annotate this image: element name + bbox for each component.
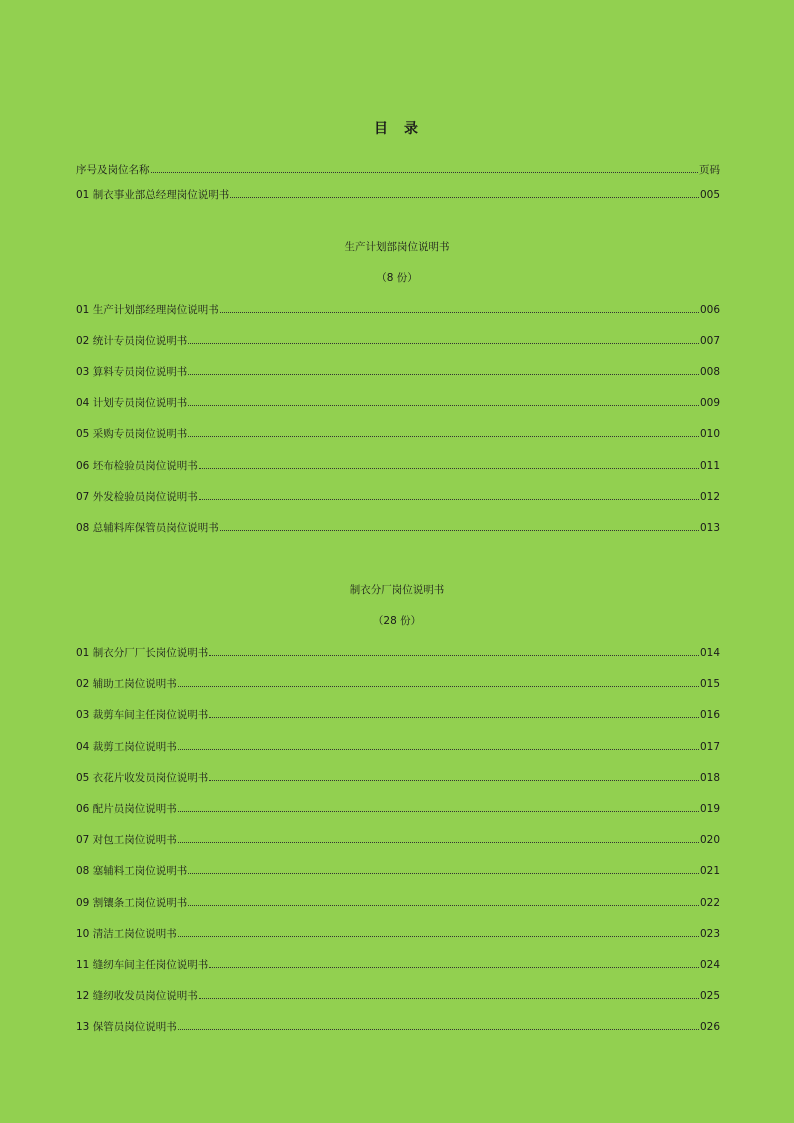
toc-entry-page: 024 <box>699 959 720 971</box>
dot-leader <box>188 427 699 437</box>
dot-leader <box>178 802 699 812</box>
toc-entry-label: 05 衣花片收发员岗位说明书 <box>76 772 209 784</box>
toc-entry-page: 008 <box>699 366 720 378</box>
dot-leader <box>199 490 699 500</box>
toc-entry[interactable] <box>76 708 720 722</box>
dot-leader <box>209 708 699 718</box>
dot-leader <box>188 365 699 375</box>
toc-entry[interactable] <box>76 958 720 972</box>
toc-entry-label: 03 裁剪车间主任岗位说明书 <box>76 709 209 721</box>
toc-entry[interactable] <box>76 771 720 785</box>
dot-leader <box>230 188 699 198</box>
dot-leader <box>188 896 699 906</box>
dot-leader <box>199 989 699 999</box>
toc-entry-page: 010 <box>699 428 720 440</box>
toc-entry-page: 023 <box>699 928 720 940</box>
toc-entry-label: 04 计划专员岗位说明书 <box>76 397 188 409</box>
toc-entry-page: 007 <box>699 335 720 347</box>
toc-entry-page: 020 <box>699 834 720 846</box>
toc-entry-label: 02 统计专员岗位说明书 <box>76 335 188 347</box>
toc-entry-page: 013 <box>699 522 720 534</box>
toc-entry-label: 05 采购专员岗位说明书 <box>76 428 188 440</box>
toc-entry[interactable] <box>76 365 720 379</box>
toc-entry-label: 04 裁剪工岗位说明书 <box>76 741 177 753</box>
toc-entry-label: 12 缝纫收发员岗位说明书 <box>76 990 198 1002</box>
dot-leader <box>209 771 699 781</box>
toc-entry[interactable] <box>76 334 720 348</box>
page-title <box>0 118 794 138</box>
toc-entry-label: 02 辅助工岗位说明书 <box>76 678 177 690</box>
title-char-1: 目 <box>374 121 390 137</box>
toc-entry[interactable] <box>76 740 720 754</box>
toc-entry[interactable] <box>76 677 720 691</box>
dot-leader <box>220 303 699 313</box>
toc-entry-label: 07 外发检验员岗位说明书 <box>76 491 198 503</box>
toc-entry-page: 019 <box>699 803 720 815</box>
toc-entry[interactable] <box>76 521 720 535</box>
toc-entry[interactable] <box>76 896 720 910</box>
toc-entry[interactable] <box>76 459 720 473</box>
toc-entry-label: 07 对包工岗位说明书 <box>76 834 177 846</box>
toc-entry-label: 09 割镶条工岗位说明书 <box>76 897 188 909</box>
toc-entry-page: 005 <box>699 189 720 201</box>
section-count: （8 份） <box>376 272 418 284</box>
section-title: 生产计划部岗位说明书 <box>344 241 450 253</box>
toc-entry-label: 01 制衣事业部总经理岗位说明书 <box>76 189 230 201</box>
dot-leader <box>151 163 699 173</box>
toc-header-page: 页码 <box>699 164 720 176</box>
toc-entry-label: 03 算料专员岗位说明书 <box>76 366 188 378</box>
title-char-2: 录 <box>404 121 420 137</box>
toc-entry-page: 016 <box>699 709 720 721</box>
toc-entry[interactable] <box>76 303 720 317</box>
section-title: 制衣分厂岗位说明书 <box>349 584 445 596</box>
toc-entry[interactable] <box>76 646 720 660</box>
toc-entry-page: 017 <box>699 741 720 753</box>
toc-header-row <box>76 163 720 177</box>
toc-entry-page: 022 <box>699 897 720 909</box>
toc-entry[interactable] <box>76 1020 720 1034</box>
dot-leader <box>188 334 699 344</box>
dot-leader <box>209 958 699 968</box>
toc-entry-label: 06 坯布检验员岗位说明书 <box>76 460 198 472</box>
toc-entry[interactable] <box>76 188 720 202</box>
toc-entry[interactable] <box>76 427 720 441</box>
toc-entry-page: 015 <box>699 678 720 690</box>
toc-entry-label: 13 保管员岗位说明书 <box>76 1021 177 1033</box>
toc-entry-page: 012 <box>699 491 720 503</box>
dot-leader <box>188 864 699 874</box>
dot-leader <box>178 833 699 843</box>
toc-entry-label: 01 制衣分厂厂长岗位说明书 <box>76 647 209 659</box>
toc-entry-page: 006 <box>699 304 720 316</box>
toc-entry[interactable] <box>76 864 720 878</box>
toc-entry-page: 021 <box>699 865 720 877</box>
dot-leader <box>178 740 699 750</box>
section-count: （28 份） <box>372 615 422 627</box>
dot-leader <box>178 677 699 687</box>
toc-entry[interactable] <box>76 833 720 847</box>
toc-entry-label: 08 塞辅料工岗位说明书 <box>76 865 188 877</box>
dot-leader <box>220 521 699 531</box>
toc-entry-label: 01 生产计划部经理岗位说明书 <box>76 304 219 316</box>
toc-entry-label: 11 缝纫车间主任岗位说明书 <box>76 959 209 971</box>
toc-header-label: 序号及岗位名称 <box>76 164 150 176</box>
toc-entry[interactable] <box>76 802 720 816</box>
toc-entry-page: 018 <box>699 772 720 784</box>
toc-entry-page: 026 <box>699 1021 720 1033</box>
toc-entry-label: 08 总辅料库保管员岗位说明书 <box>76 522 219 534</box>
dot-leader <box>199 459 699 469</box>
toc-entry-label: 10 清洁工岗位说明书 <box>76 928 177 940</box>
dot-leader <box>178 927 699 937</box>
toc-entry[interactable] <box>76 927 720 941</box>
toc-entry[interactable] <box>76 396 720 410</box>
toc-entry[interactable] <box>76 989 720 1003</box>
toc-entry-page: 025 <box>699 990 720 1002</box>
toc-entry-page: 009 <box>699 397 720 409</box>
dot-leader <box>209 646 699 656</box>
toc-entry-page: 014 <box>699 647 720 659</box>
toc-entry[interactable] <box>76 490 720 504</box>
dot-leader <box>188 396 699 406</box>
toc-entry-page: 011 <box>699 460 720 472</box>
dot-leader <box>178 1020 699 1030</box>
toc-entry-label: 06 配片员岗位说明书 <box>76 803 177 815</box>
